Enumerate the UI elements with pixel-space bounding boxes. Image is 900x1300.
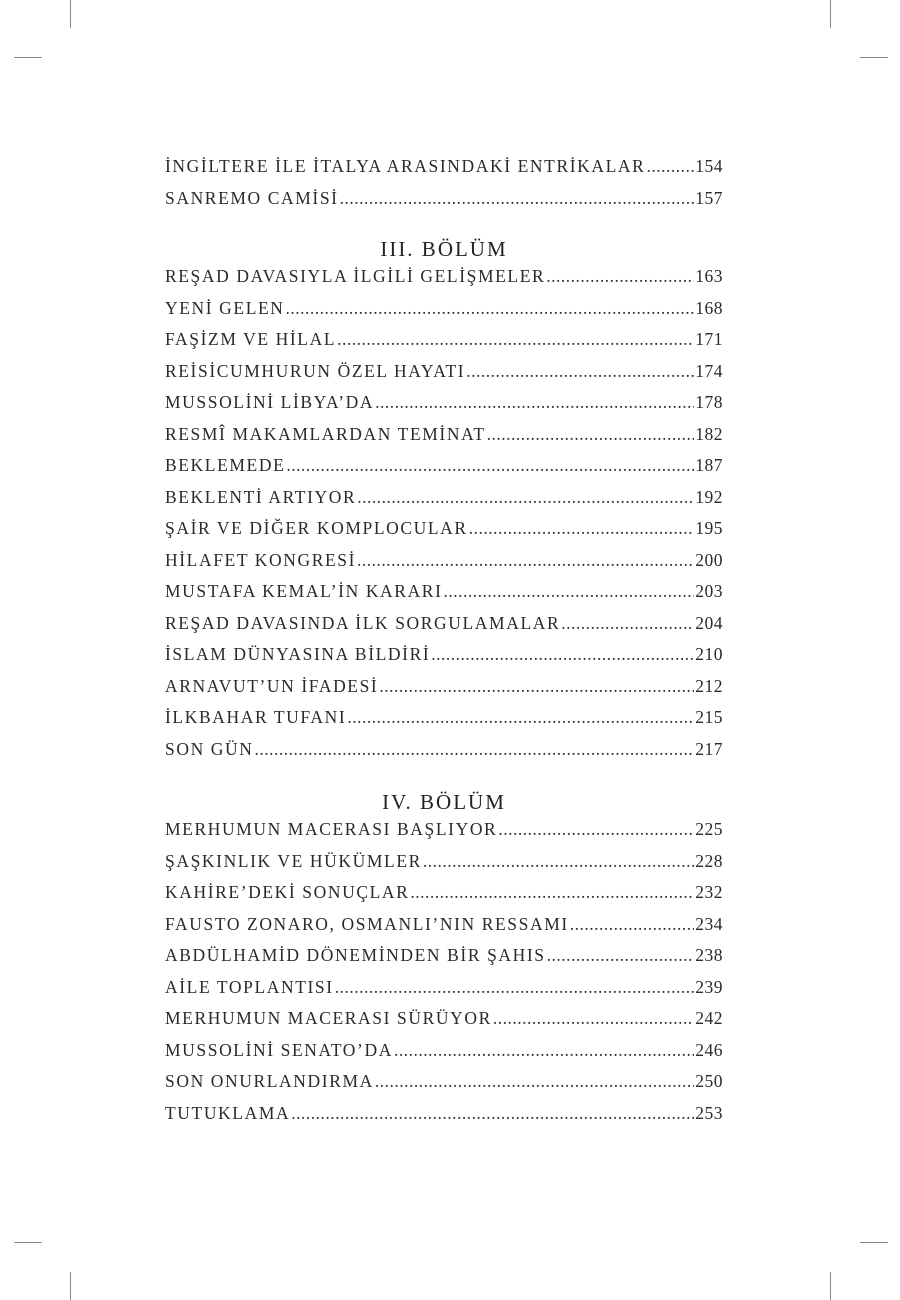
toc-entry-page: 215 [695, 707, 723, 727]
toc-entry-page: 168 [695, 297, 723, 318]
toc-entry-page: 212 [695, 675, 723, 696]
toc-entry-page: 182 [695, 423, 723, 444]
toc-entry-page: 204 [695, 612, 723, 633]
dot-leader [335, 977, 695, 998]
dot-leader [291, 1103, 694, 1124]
toc-entry-page: 187 [695, 455, 723, 475]
toc-entry[interactable] [165, 487, 723, 519]
dot-leader [286, 455, 694, 476]
toc-entry-page: 174 [695, 360, 723, 381]
toc-entry-page: 253 [695, 1102, 723, 1123]
toc-entry-page: 200 [695, 549, 723, 570]
dot-leader [469, 518, 695, 539]
dot-leader [561, 613, 694, 634]
toc-entry-title: ŞAŞKINLIK VE HÜKÜMLER [165, 850, 422, 871]
toc-entry[interactable] [165, 945, 723, 977]
crop-mark-right-top [860, 57, 888, 58]
dot-leader [255, 739, 695, 760]
toc-entry-title: SON GÜN [165, 738, 254, 759]
crop-mark-top-right [830, 0, 831, 28]
toc-entry-title: MUSSOLİNİ SENATO’DA [165, 1039, 393, 1060]
dot-leader [410, 882, 694, 903]
toc-entry-title: MUSSOLİNİ LİBYA’DA [165, 392, 375, 412]
dot-leader [487, 424, 695, 445]
toc-entry[interactable] [165, 739, 723, 771]
dot-leader [375, 1071, 694, 1092]
toc-entry-title: FAŞİZM VE HİLAL [165, 329, 337, 349]
toc-entry-page: 228 [695, 850, 723, 871]
toc-entry-page: 246 [695, 1039, 723, 1060]
toc-entry-page: 239 [695, 976, 723, 997]
dot-leader [493, 1008, 694, 1029]
toc-entry[interactable] [165, 1071, 723, 1103]
toc-entry[interactable] [165, 1008, 723, 1040]
dot-leader [337, 329, 694, 350]
toc-entry-title: ŞAİR VE DİĞER KOMPLOCULAR [165, 518, 468, 538]
toc-entry-page: 163 [695, 266, 723, 286]
toc-entry-title: BEKLENTİ ARTIYOR [165, 486, 357, 507]
toc-entry[interactable] [165, 298, 723, 330]
toc-entry[interactable] [165, 266, 723, 298]
crop-mark-bottom-right [830, 1272, 831, 1300]
toc-entry-title: MERHUMUN MACERASI BAŞLIYOR [165, 819, 498, 839]
toc-entry-page: 192 [695, 486, 723, 507]
toc-entry-title: REİSİCUMHURUN ÖZEL HAYATI [165, 360, 466, 381]
toc-entry-title: BEKLEMEDE [165, 455, 286, 475]
toc-entry-title: SANREMO CAMİSİ [165, 187, 339, 208]
toc-entry-title: AİLE TOPLANTISI [165, 976, 334, 997]
toc-entry-title: ABDÜLHAMİD DÖNEMİNDEN BİR ŞAHIS [165, 945, 546, 965]
dot-leader [357, 550, 694, 571]
crop-mark-left-bottom [14, 1242, 42, 1243]
dot-leader [379, 676, 694, 697]
toc-entry[interactable] [165, 851, 723, 883]
toc-entry-page: 203 [695, 581, 723, 601]
chapter-heading: III. BÖLÜM [380, 237, 508, 261]
toc-entry-page: 225 [695, 819, 723, 839]
dot-leader [286, 298, 695, 319]
toc-entry[interactable] [165, 581, 723, 613]
dot-leader [394, 1040, 694, 1061]
toc-entry[interactable] [165, 392, 723, 424]
dot-leader [423, 851, 694, 872]
crop-mark-left-top [14, 57, 42, 58]
toc-entry[interactable] [165, 644, 723, 676]
toc-entry[interactable] [165, 455, 723, 487]
toc-entry[interactable] [165, 707, 723, 739]
toc-entry-page: 238 [695, 945, 723, 965]
crop-mark-right-bottom [860, 1242, 888, 1243]
toc-entry-title: ARNAVUT’UN İFADESİ [165, 675, 379, 696]
dot-leader [547, 945, 695, 966]
toc-entry-page: 232 [695, 882, 723, 902]
toc-entry-page: 217 [695, 738, 723, 759]
toc-entry[interactable] [165, 1040, 723, 1072]
toc-entry-title: MERHUMUN MACERASI SÜRÜYOR [165, 1008, 492, 1028]
toc-entry-title: RESMÎ MAKAMLARDAN TEMİNAT [165, 423, 486, 444]
toc-entry-page: 234 [695, 913, 723, 934]
toc-entry-page: 195 [695, 518, 723, 538]
toc-entry-title: MUSTAFA KEMAL’İN KARARI [165, 581, 443, 601]
toc-entry[interactable] [165, 977, 723, 1009]
toc-entry[interactable] [165, 882, 723, 914]
toc-entry-title: İNGİLTERE İLE İTALYA ARASINDAKİ ENTRİKALAR [165, 156, 646, 176]
toc-entry[interactable] [165, 518, 723, 550]
toc-entry-page: 250 [695, 1071, 723, 1091]
toc-entry-title: KAHİRE’DEKİ SONUÇLAR [165, 882, 410, 902]
toc-entry[interactable] [165, 676, 723, 708]
toc-entry[interactable] [165, 361, 723, 393]
dot-leader [646, 156, 694, 177]
chapter-heading: IV. BÖLÜM [382, 790, 506, 814]
toc-entry-title: REŞAD DAVASIYLA İLGİLİ GELİŞMELER [165, 266, 546, 286]
toc-entry-page: 171 [695, 329, 723, 349]
toc-entry-title: İSLAM DÜNYASINA BİLDİRİ [165, 644, 431, 664]
toc-entry-title: REŞAD DAVASINDA İLK SORGULAMALAR [165, 612, 561, 633]
dot-leader [357, 487, 694, 508]
table-of-contents [165, 156, 723, 1134]
toc-entry[interactable] [165, 613, 723, 645]
toc-entry-title: SON ONURLANDIRMA [165, 1071, 374, 1091]
toc-entry[interactable] [165, 819, 723, 851]
toc-section-continued [165, 156, 723, 219]
toc-entry-page: 157 [695, 187, 723, 208]
dot-leader [431, 644, 694, 665]
dot-leader [498, 819, 694, 840]
toc-entry[interactable] [165, 550, 723, 582]
dot-leader [570, 914, 694, 935]
toc-entry-title: FAUSTO ZONARO, OSMANLI’NIN RESSAMI [165, 913, 569, 934]
toc-entry-page: 210 [695, 644, 723, 664]
dot-leader [347, 707, 694, 728]
dot-leader [340, 188, 695, 209]
toc-entry[interactable] [165, 329, 723, 361]
dot-leader [375, 392, 694, 413]
toc-entry-page: 154 [695, 156, 723, 176]
dot-leader [466, 361, 694, 382]
toc-entry-title: İLKBAHAR TUFANI [165, 707, 347, 727]
toc-entry-title: YENİ GELEN [165, 297, 285, 318]
toc-entry-page: 242 [695, 1008, 723, 1028]
toc-entry[interactable] [165, 188, 723, 220]
toc-section-chapter-4 [165, 785, 723, 1134]
crop-mark-top-left [70, 0, 71, 28]
toc-entry[interactable] [165, 914, 723, 946]
dot-leader [444, 581, 695, 602]
toc-entry[interactable] [165, 424, 723, 456]
toc-section-chapter-3 [165, 232, 723, 770]
dot-leader [546, 266, 694, 287]
toc-entry-title: TUTUKLAMA [165, 1102, 291, 1123]
toc-entry[interactable] [165, 156, 723, 188]
toc-entry-page: 178 [695, 392, 723, 412]
toc-entry[interactable] [165, 1103, 723, 1135]
crop-mark-bottom-left [70, 1272, 71, 1300]
toc-entry-title: HİLAFET KONGRESİ [165, 549, 357, 570]
